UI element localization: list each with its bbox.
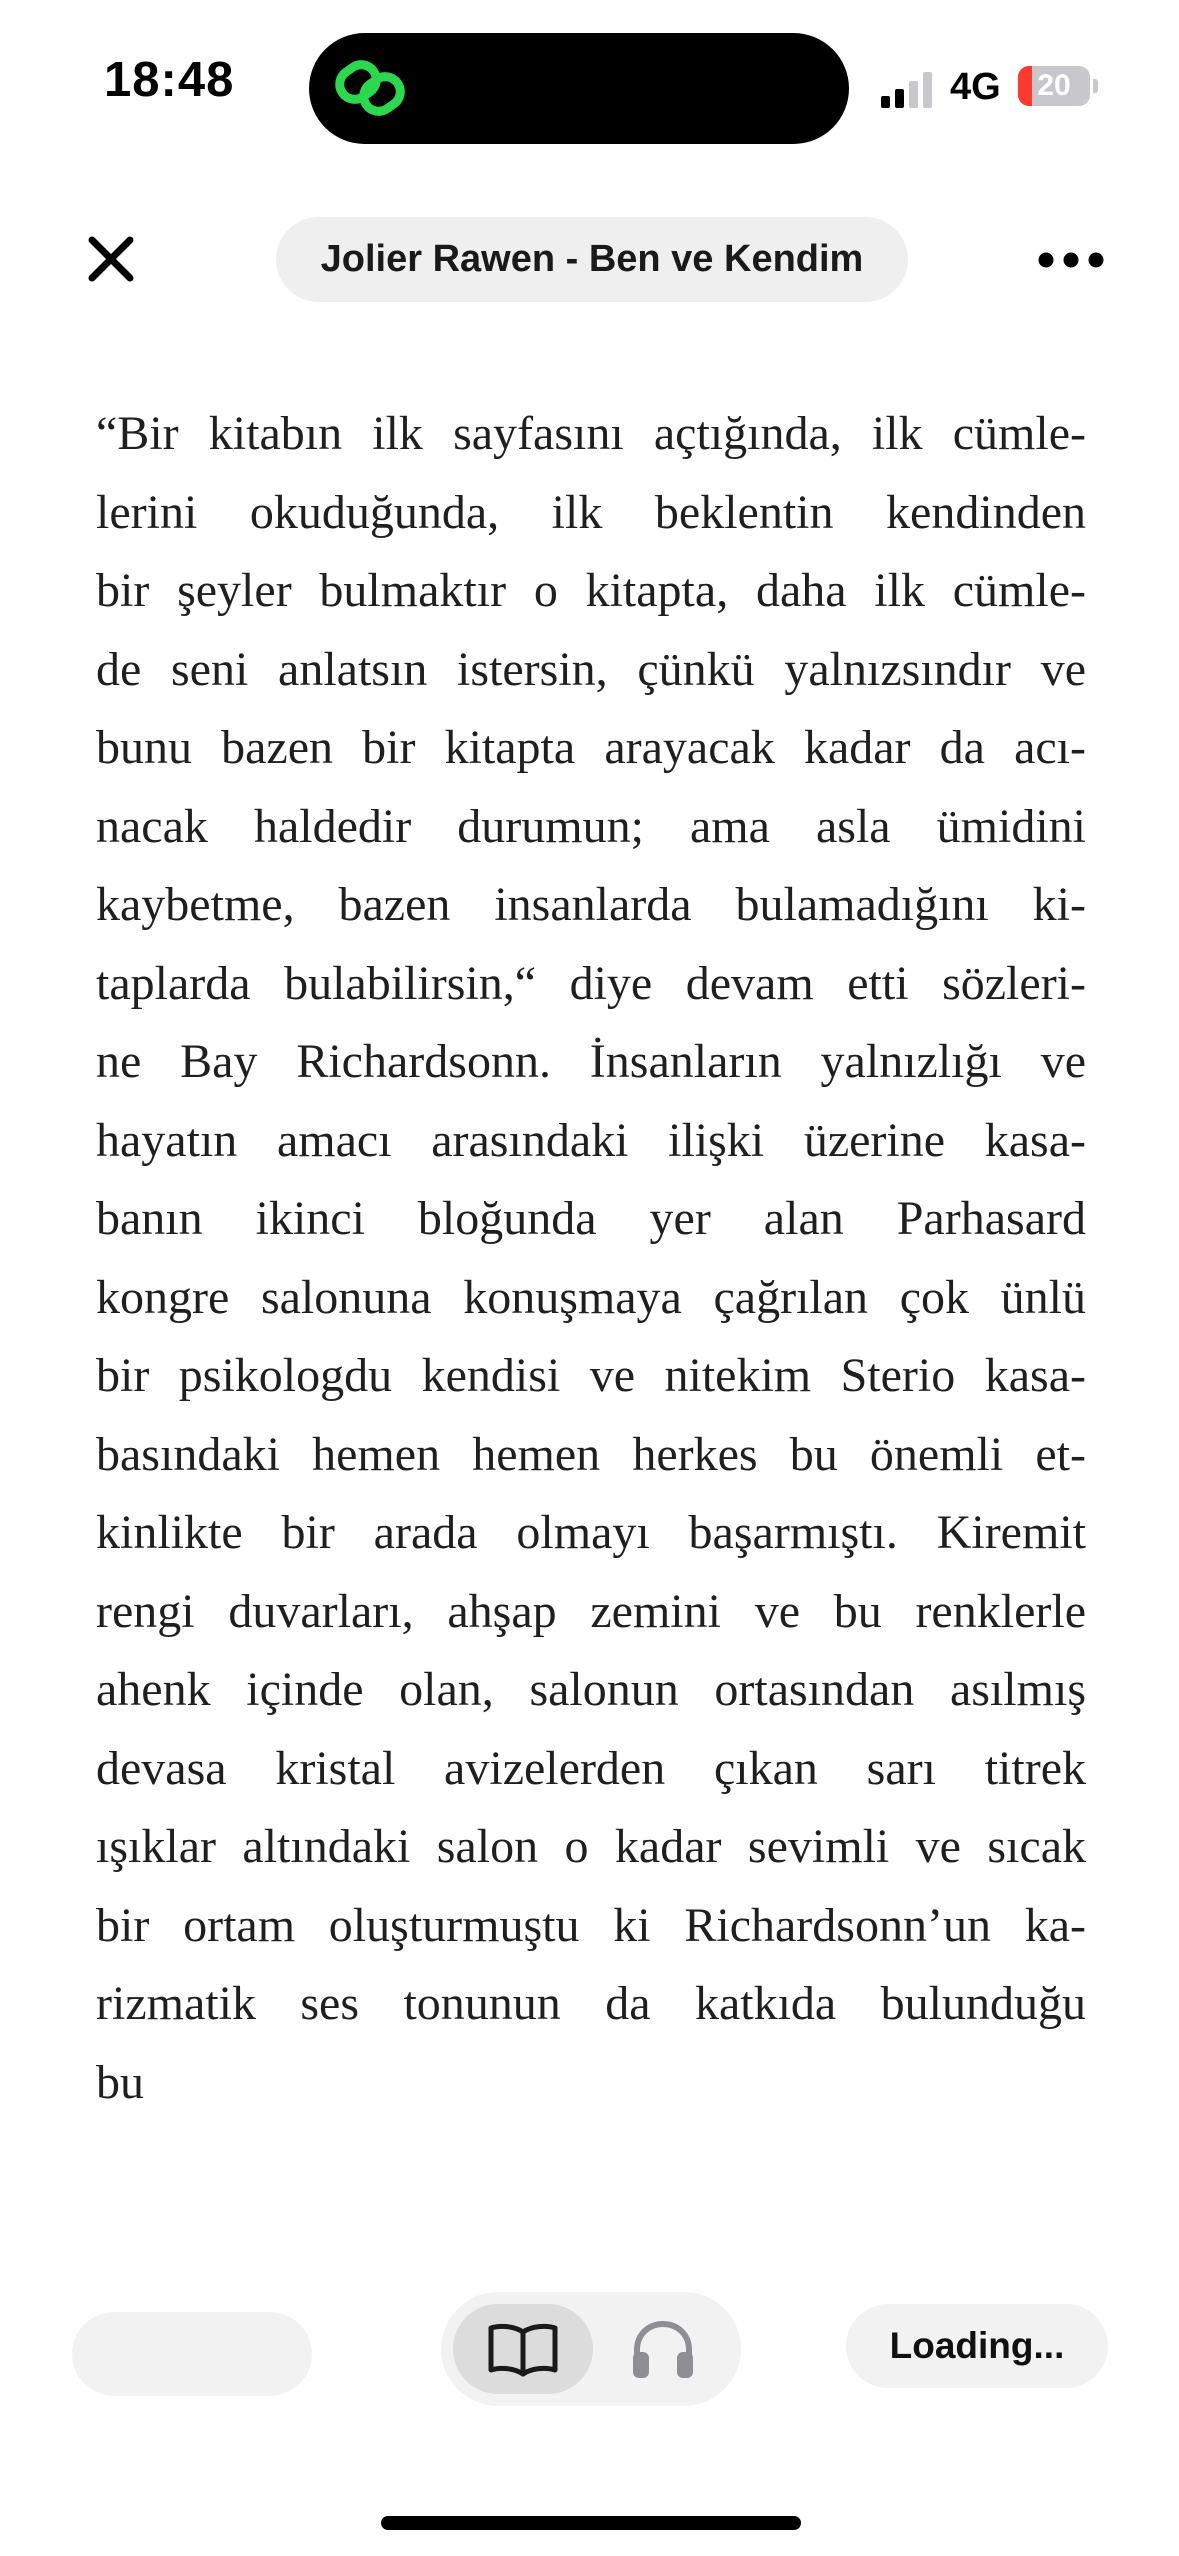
text-line: ışıklar altındaki salon o kadar sevimli ve sıcak — [96, 1820, 1086, 1873]
text-line: lerini okuduğunda, ilk beklentin kendinden — [96, 485, 1086, 539]
listen-mode-button[interactable] — [597, 2304, 729, 2394]
close-button[interactable] — [80, 228, 142, 290]
text-line: kaybetme, bazen insanlarda bulamadığını ki- — [96, 878, 1086, 931]
loading-status[interactable]: Loading... — [846, 2304, 1108, 2388]
battery-icon — [1018, 66, 1098, 106]
text-line: “Bir kitabın ilk sayfasını açtığında, ilk cümle- — [96, 407, 1086, 460]
home-indicator[interactable] — [381, 2516, 801, 2530]
book-title-pill[interactable]: Jolier Rawen - Ben ve Kendim — [276, 217, 908, 302]
text-line: bunu bazen bir kitapta arayacak kadar da acı- — [96, 721, 1086, 774]
dynamic-island[interactable] — [309, 33, 849, 144]
text-line: kongre salonuna konuşmaya çağrılan çok ünlü — [96, 1270, 1086, 1324]
reading-mode-switch[interactable] — [441, 2292, 741, 2406]
text-line: bir psikologdu kendisi ve nitekim Sterio kasa- — [96, 1349, 1086, 1402]
close-icon[interactable] — [80, 228, 142, 290]
text-line: bir ortam oluşturmuştu ki Richardsonn’un ka- — [96, 1898, 1086, 1952]
text-line: ne Bay Richardsonn. İnsanların yalnızlığı ve — [96, 1035, 1086, 1088]
cellular-signal-icon — [881, 72, 939, 108]
headphones-icon — [629, 2318, 697, 2382]
text-line: taplarda bulabilirsin,“ diye devam etti sözleri- — [96, 956, 1086, 1010]
book-icon — [486, 2320, 560, 2378]
text-line: bu — [96, 2055, 144, 2109]
text-line: rengi duvarları, ahşap zemini ve bu renklerle — [96, 1584, 1086, 1638]
text-line: devasa kristal avizelerden çıkan sarı titrek — [96, 1741, 1086, 1795]
text-line: kinlikte bir arada olmayı başarmıştı. Kiremit — [96, 1506, 1086, 1559]
status-bar — [0, 0, 1179, 170]
battery-level: 20 — [1037, 69, 1071, 102]
text-line: basındaki hemen hemen herkes bu önemli et- — [96, 1427, 1086, 1481]
text-line: hayatın amacı arasındaki ilişki üzerine kasa- — [96, 1113, 1086, 1167]
more-icon[interactable] — [1036, 240, 1106, 280]
book-page-text — [96, 395, 1086, 2122]
text-line: bir şeyler bulmaktır o kitapta, daha ilk cümle- — [96, 564, 1086, 617]
link-icon[interactable] — [331, 53, 411, 123]
read-mode-button[interactable] — [453, 2304, 593, 2394]
text-line: rizmatik ses tonunun da katkıda bulunduğu — [96, 1977, 1086, 2030]
text-line: de seni anlatsın istersin, çünkü yalnızsındır ve — [96, 642, 1086, 696]
status-time: 18:48 — [104, 53, 235, 107]
more-button[interactable] — [1036, 240, 1106, 280]
text-line: banın ikinci bloğunda yer alan Parhasard — [96, 1192, 1086, 1245]
network-type: 4G — [950, 66, 1001, 108]
text-line: nacak haldedir durumun; ama asla ümidini — [96, 799, 1086, 853]
reading-progress-pill[interactable] — [72, 2312, 312, 2396]
text-line: ahenk içinde olan, salonun ortasından asılmış — [96, 1663, 1086, 1716]
